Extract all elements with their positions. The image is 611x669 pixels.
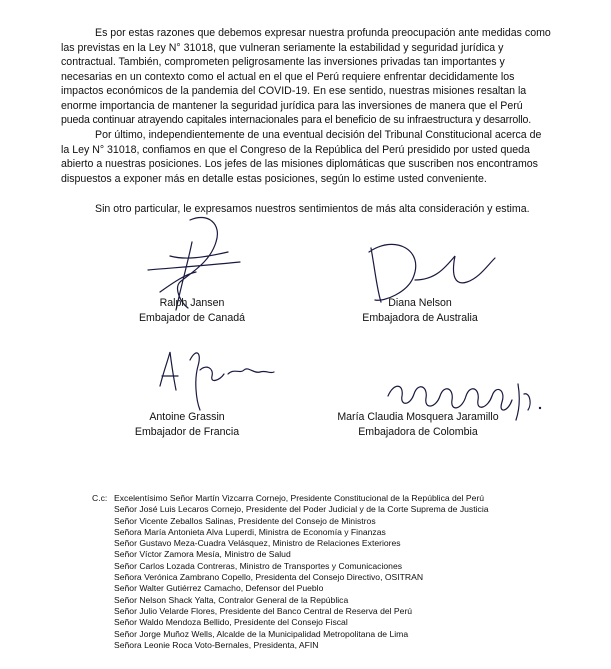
signatory-title: Embajadora de Australia [362,311,478,324]
text-line: Es por estas razones que debemos expresar nuestra profunda preocupación ante medidas como [95,27,551,39]
cc-recipient: Señor Gustavo Meza-Cuadra Velásquez, Ministro de Relaciones Exteriores [114,538,401,549]
signatory-block-france [107,410,267,439]
text-line: las previstas en la Ley N° 31018, que vulneran seriamente la estabilidad y seguridad jurídica y [61,41,504,54]
cc-recipient: Señor José Luis Lecaros Cornejo, Presidente del Poder Judicial y de la Corte Suprema de Justicia [114,504,489,515]
text-line: Por último, independientemente de una eventual decisión del Tribunal Constitucional acerca de [95,129,542,141]
cc-item [92,595,604,606]
cc-item [92,561,604,572]
cc-item [92,629,604,640]
paragraph-concern [61,26,581,128]
signatory-name: Diana Nelson [388,297,452,309]
cc-item [92,606,604,617]
cc-recipient: Señor Walter Gutiérrez Camacho, Defensor del Pueblo [114,583,324,594]
cc-recipient: Señor Waldo Mendoza Bellido, Presidente del Consejo Fiscal [114,617,348,628]
signatory-name: Ralph Jansen [159,297,225,309]
text-line: necesarias en un contexto como el actual en el que el Perú requiere enfrentar decididamente los [61,70,515,83]
cc-item [92,583,604,594]
signatory-name: María Claudia Mosquera Jaramillo [337,411,499,423]
text-line: contractual. También, comprometen peligrosamente las inversiones privadas tan importantes y [61,56,505,68]
cc-item [92,640,604,651]
cc-item [92,493,604,504]
signatory-block-australia [340,296,500,325]
cc-item [92,617,604,628]
signature-antoine-grassin [150,340,280,420]
signatory-title: Embajadora de Colombia [358,425,478,438]
cc-recipient: Señor Nelson Shack Yalta, Contralor General de la República [114,594,349,605]
cc-item [92,549,604,560]
text-line: enorme importancia de mantener la seguridad jurídica para las inversiones de manera que el Perú [61,99,523,112]
text-line: pueda continuar atrayendo capitales internacionales para el beneficio de su infraestructura y desarrollo. [61,114,532,126]
signatory-block-colombia [308,410,528,439]
cc-recipient: Señora Leonie Roca Voto-Bernales, Presidenta, AFIN [114,639,319,650]
text-line: dispuestos a exponer más en detalle estas posiciones, según lo estime usted conveniente. [61,172,487,185]
cc-recipient: Señora María Antonieta Alva Luperdi, Ministra de Economía y Finanzas [114,526,386,537]
cc-recipient: Señor Julio Velarde Flores, Presidente del Banco Central de Reserva del Perú [114,605,413,616]
cc-item [92,572,604,583]
paragraph-final-remarks [61,128,581,186]
cc-recipient: Señor Vicente Zeballos Salinas, Presidente del Consejo de Ministros [114,515,376,526]
signatory-name: Antoine Grassin [149,411,225,423]
cc-list [92,493,604,651]
cc-item [92,516,604,527]
cc-recipient: Señor Carlos Lozada Contreras, Ministro de Transportes y Comunicaciones [114,560,403,571]
cc-item [92,504,604,515]
signatory-block-canada [112,296,272,325]
cc-recipient: Señora Verónica Zambrano Copello, Presidenta del Consejo Directivo, OSITRAN [114,572,424,583]
cc-recipient: Señor Víctor Zamora Mesía, Ministro de Salud [114,549,291,560]
cc-recipient: Señor Jorge Muñoz Wells, Alcalde de la Municipalidad Metropolitana de Lima [114,628,409,639]
text-line: impactos económicos de la pandemia del COVID-19. En ese sentido, nuestras misiones resaltan la [61,85,527,97]
cc-prefix: C.c: [92,493,108,503]
signatory-title: Embajador de Francia [134,425,240,438]
text-line: Sin otro particular, le expresamos nuestros sentimientos de más alta consideración y estima. [95,203,530,215]
cc-item [92,538,604,549]
text-line: la Ley N° 31018, confiamos en que el Congreso de la República del Perú presidido por usted queda [61,143,530,156]
cc-recipient: Excelentísimo Señor Martín Vizcarra Cornejo, Presidente Constitucional de la República del Perú [114,493,485,503]
signatory-title: Embajador de Canadá [138,311,245,324]
cc-item [92,527,604,538]
text-line: abierto a nuestras posiciones. Los jefes de las misiones diplomáticas que suscriben nos encontramos [61,158,538,170]
